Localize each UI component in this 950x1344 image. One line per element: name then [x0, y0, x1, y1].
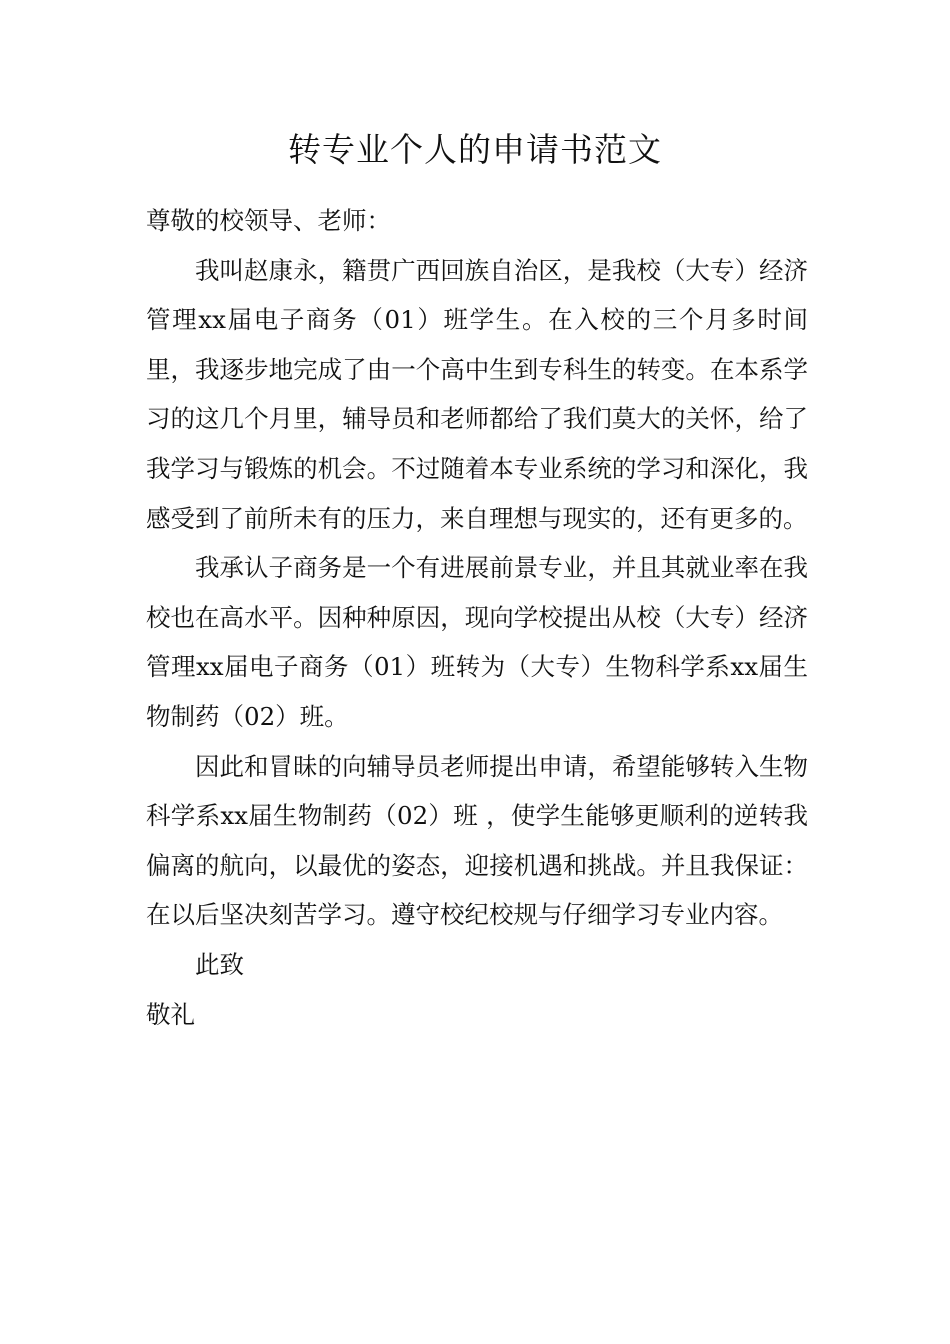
paragraph-intro: 我叫赵康永，籍贯广西回族自治区，是我校（大专）经济管理xx届电子商务（01）班学生。在入校的三个月多时间里，我逐步地完成了由一个高中生到专科生的转变。在本系学习的这几个月里，辅导员和老师都给了我们莫大的关怀，给了我学习与锻炼的机会。不过随着本专业系统的学习和深化，我感受到了前所未有的压力，来自理想与现实的，还有更多的。 — [146, 255, 808, 533]
document-body — [146, 196, 808, 1039]
closing-line: 此致 — [195, 949, 244, 979]
paragraph-reason: 我承认子商务是一个有进展前景专业，并且其就业率在我校也在高水平。因种种原因，现向学校提出从校（大专）经济管理xx届电子商务（01）班转为（大专）生物科学系xx届生物制药（02）班。 — [146, 553, 808, 731]
paragraph-request: 因此和冒昧的向辅导员老师提出申请，希望能够转入生物科学系xx届生物制药（02）班 ，使学生能够更顺利的逆转我偏离的航向，以最优的姿态，迎接机遇和挑战。并且我保证：在以后坚决刻苦学习。遵守校纪校规与仔细学习专业内容。 — [146, 751, 808, 930]
regards-line: 敬礼 — [146, 999, 195, 1029]
document-title: 转专业个人的申请书范文 — [288, 130, 662, 169]
salutation: 尊敬的校领导、老师： — [146, 206, 391, 235]
